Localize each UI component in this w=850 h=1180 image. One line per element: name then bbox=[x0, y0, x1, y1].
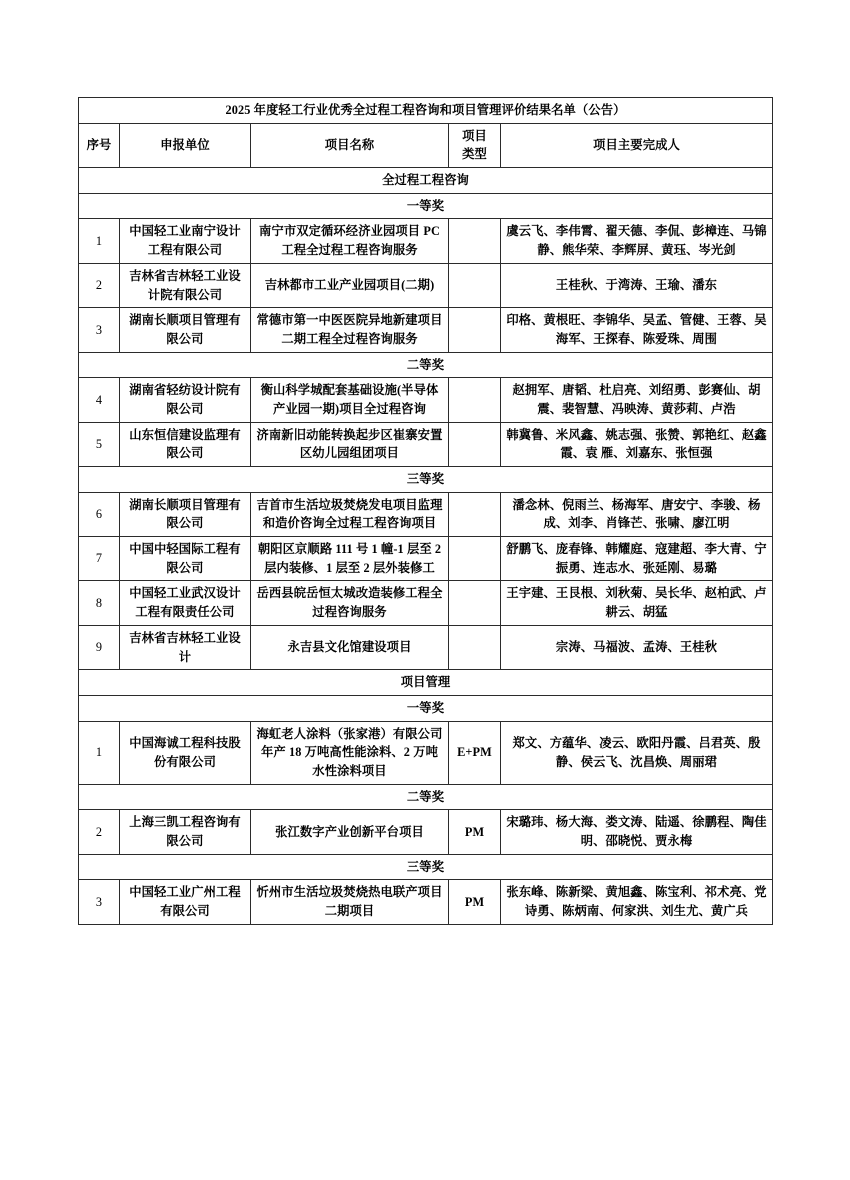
cell-people: 韩冀鲁、米风鑫、姚志强、张赞、郭艳红、赵鑫霞、袁 雁、刘嘉东、张恒强 bbox=[501, 422, 773, 466]
cell-unit: 山东恒信建设监理有限公司 bbox=[120, 422, 251, 466]
results-table bbox=[78, 97, 773, 925]
cell-unit: 湖南长顺项目管理有限公司 bbox=[120, 492, 251, 536]
column-header-type-line2: 类型 bbox=[462, 147, 487, 162]
table-title-row bbox=[79, 98, 773, 124]
award-heading: 一等奖 bbox=[79, 193, 773, 219]
cell-people: 王桂秋、于湾涛、王瑜、潘东 bbox=[501, 263, 773, 307]
award-heading: 二等奖 bbox=[79, 784, 773, 810]
award-heading: 三等奖 bbox=[79, 854, 773, 880]
cell-unit: 吉林省吉林轻工业设计院有限公司 bbox=[120, 263, 251, 307]
cell-serial-number: 5 bbox=[79, 422, 120, 466]
cell-serial-number: 9 bbox=[79, 625, 120, 669]
cell-project-type: PM bbox=[449, 880, 501, 924]
award-heading-row bbox=[79, 352, 773, 378]
document-title: 2025 年度轻工行业优秀全过程工程咨询和项目管理评价结果名单（公告） bbox=[79, 98, 773, 124]
cell-project-type bbox=[449, 263, 501, 307]
table-row bbox=[79, 378, 773, 422]
award-heading: 三等奖 bbox=[79, 467, 773, 493]
cell-project: 衡山科学城配套基础设施(半导体产业园一期)项目全过程咨询 bbox=[251, 378, 449, 422]
cell-serial-number: 4 bbox=[79, 378, 120, 422]
cell-unit: 湖南长顺项目管理有限公司 bbox=[120, 308, 251, 352]
cell-unit: 湖南省轻纺设计院有限公司 bbox=[120, 378, 251, 422]
cell-serial-number: 8 bbox=[79, 581, 120, 625]
cell-project-type bbox=[449, 422, 501, 466]
cell-people: 宗涛、马福波、孟涛、王桂秋 bbox=[501, 625, 773, 669]
table-row bbox=[79, 492, 773, 536]
column-header-no: 序号 bbox=[79, 123, 120, 167]
column-header-type bbox=[449, 123, 501, 167]
cell-people: 舒鹏飞、庞春锋、韩耀庭、寇建超、李大青、宁振勇、连志水、张延刚、易璐 bbox=[501, 537, 773, 581]
column-header-type-line1: 项目 bbox=[462, 128, 487, 143]
cell-project: 吉林都市工业产业园项目(二期) bbox=[251, 263, 449, 307]
cell-people: 郑文、方蕴华、凌云、欧阳丹霞、吕君英、殷静、侯云飞、沈昌焕、周丽珺 bbox=[501, 721, 773, 784]
cell-project-type bbox=[449, 219, 501, 263]
cell-project-type bbox=[449, 492, 501, 536]
cell-unit: 吉林省吉林轻工业设计 bbox=[120, 625, 251, 669]
cell-project: 朝阳区京顺路 111 号 1 幢-1 层至 2 层内装修、1 层至 2 层外装修工 bbox=[251, 537, 449, 581]
table-row bbox=[79, 810, 773, 854]
cell-project-type bbox=[449, 378, 501, 422]
section-heading: 项目管理 bbox=[79, 670, 773, 696]
cell-project-type bbox=[449, 537, 501, 581]
cell-unit: 中国海诚工程科技股份有限公司 bbox=[120, 721, 251, 784]
column-header-people: 项目主要完成人 bbox=[501, 123, 773, 167]
cell-people: 王宇建、王艮根、刘秋菊、吴长华、赵柏武、卢耕云、胡猛 bbox=[501, 581, 773, 625]
table-row bbox=[79, 537, 773, 581]
cell-serial-number: 1 bbox=[79, 219, 120, 263]
section-heading-row bbox=[79, 670, 773, 696]
cell-people: 赵拥军、唐韬、杜启亮、刘绍勇、彭赛仙、胡震、裴智慧、冯映涛、黄莎莉、卢浩 bbox=[501, 378, 773, 422]
table-row bbox=[79, 880, 773, 924]
table-row bbox=[79, 581, 773, 625]
cell-serial-number: 2 bbox=[79, 810, 120, 854]
cell-project: 济南新旧动能转换起步区崔寨安置区幼儿园组团项目 bbox=[251, 422, 449, 466]
cell-serial-number: 3 bbox=[79, 880, 120, 924]
table-header-row bbox=[79, 123, 773, 167]
cell-unit: 中国轻工业南宁设计工程有限公司 bbox=[120, 219, 251, 263]
award-heading-row bbox=[79, 467, 773, 493]
cell-serial-number: 6 bbox=[79, 492, 120, 536]
cell-project-type bbox=[449, 581, 501, 625]
cell-people: 潘念林、倪雨兰、杨海军、唐安宁、李骏、杨成、刘李、肖锋芒、张啸、廖江明 bbox=[501, 492, 773, 536]
cell-people: 宋璐玮、杨大海、娄文涛、陆遥、徐鹏程、陶佳明、邵晓悦、贾永梅 bbox=[501, 810, 773, 854]
cell-serial-number: 7 bbox=[79, 537, 120, 581]
section-heading-row bbox=[79, 168, 773, 194]
award-heading-row bbox=[79, 854, 773, 880]
award-heading-row bbox=[79, 784, 773, 810]
cell-people: 印格、黄根旺、李锦华、吴孟、管健、王蓉、吴海军、王探春、陈爱珠、周围 bbox=[501, 308, 773, 352]
cell-project: 张江数字产业创新平台项目 bbox=[251, 810, 449, 854]
cell-unit: 中国轻工业武汉设计工程有限责任公司 bbox=[120, 581, 251, 625]
cell-people: 虞云飞、李伟霄、翟天德、李侃、彭樟连、马锦静、熊华荣、李辉屏、黄珏、岑光剑 bbox=[501, 219, 773, 263]
cell-project: 忻州市生活垃圾焚烧热电联产项目二期项目 bbox=[251, 880, 449, 924]
cell-project: 岳西县皖岳恒太城改造装修工程全过程咨询服务 bbox=[251, 581, 449, 625]
table-row bbox=[79, 308, 773, 352]
column-header-unit: 申报单位 bbox=[120, 123, 251, 167]
cell-project: 吉首市生活垃圾焚烧发电项目监理和造价咨询全过程工程咨询项目 bbox=[251, 492, 449, 536]
table-body bbox=[79, 98, 773, 925]
cell-project-type: PM bbox=[449, 810, 501, 854]
table-row bbox=[79, 263, 773, 307]
award-heading: 二等奖 bbox=[79, 352, 773, 378]
cell-project: 海虹老人涂料（张家港）有限公司年产 18 万吨高性能涂料、2 万吨水性涂料项目 bbox=[251, 721, 449, 784]
section-heading: 全过程工程咨询 bbox=[79, 168, 773, 194]
cell-project: 南宁市双定循环经济业园项目 PC 工程全过程工程咨询服务 bbox=[251, 219, 449, 263]
cell-project-type: E+PM bbox=[449, 721, 501, 784]
cell-serial-number: 1 bbox=[79, 721, 120, 784]
table-row bbox=[79, 625, 773, 669]
cell-unit: 上海三凯工程咨询有限公司 bbox=[120, 810, 251, 854]
award-heading-row bbox=[79, 193, 773, 219]
cell-people: 张东峰、陈新梁、黄旭鑫、陈宝利、祁术亮、党诗勇、陈炳南、何家洪、刘生尤、黄广兵 bbox=[501, 880, 773, 924]
cell-serial-number: 2 bbox=[79, 263, 120, 307]
cell-project-type bbox=[449, 625, 501, 669]
cell-unit: 中国中轻国际工程有限公司 bbox=[120, 537, 251, 581]
award-heading: 一等奖 bbox=[79, 695, 773, 721]
cell-unit: 中国轻工业广州工程有限公司 bbox=[120, 880, 251, 924]
cell-serial-number: 3 bbox=[79, 308, 120, 352]
table-row bbox=[79, 219, 773, 263]
table-row bbox=[79, 422, 773, 466]
column-header-project: 项目名称 bbox=[251, 123, 449, 167]
cell-project-type bbox=[449, 308, 501, 352]
table-row bbox=[79, 721, 773, 784]
cell-project: 常德市第一中医医院异地新建项目二期工程全过程咨询服务 bbox=[251, 308, 449, 352]
cell-project: 永吉县文化馆建设项目 bbox=[251, 625, 449, 669]
award-heading-row bbox=[79, 695, 773, 721]
